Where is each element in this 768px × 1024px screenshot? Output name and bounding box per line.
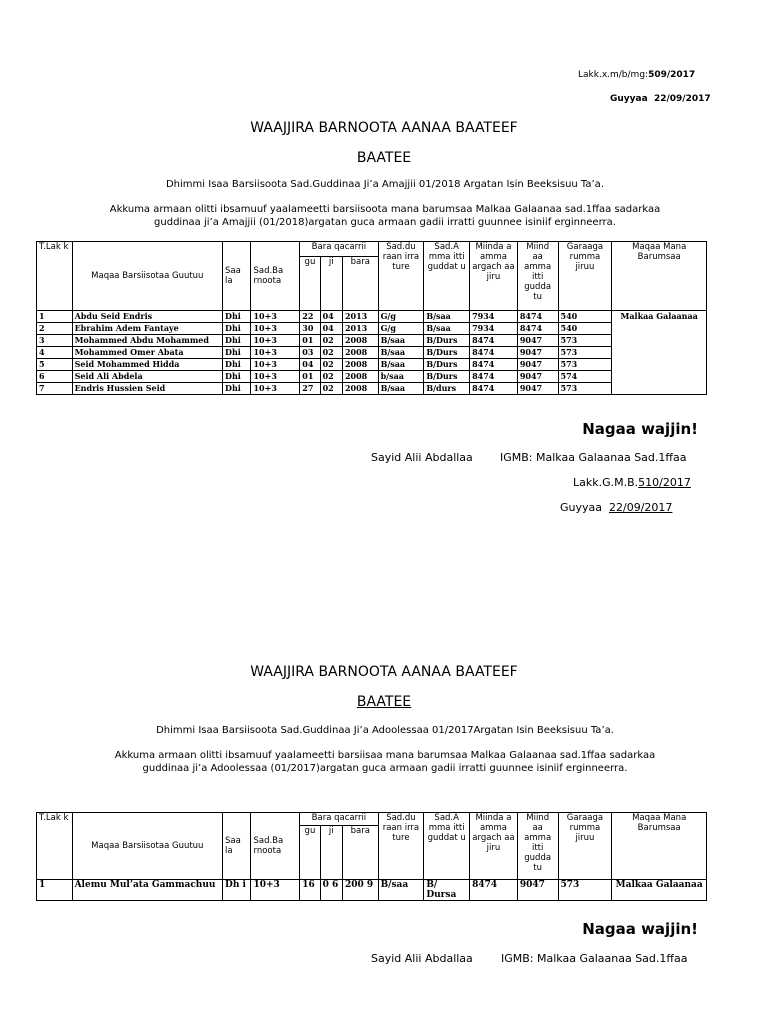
header-date-group: Bara qacarrii — [300, 813, 378, 826]
body-line: guddinaa ji’a Amajjii (01/2018)argatan guca armaan gadii irratti guunnee isiniif erginneerra. — [154, 217, 616, 228]
header-sex: Saa la — [223, 813, 251, 880]
header-gap: Garaaga rumma jiruu — [558, 813, 612, 880]
header-year: bara — [342, 826, 378, 880]
header-date-group: Bara qacarrii — [300, 242, 378, 257]
ref-number: 510/2017 — [638, 476, 691, 489]
body-text-2 — [80, 749, 690, 775]
date-value: 22/09/2017 — [609, 501, 673, 514]
header-sex: Saa la — [223, 242, 251, 311]
date-line-1 — [610, 94, 711, 104]
signer-name-2: Sayid Alii Abdallaa — [371, 952, 473, 965]
header-no: T.Lak k — [37, 813, 73, 880]
school-name-cell: Malkaa Galaanaa — [612, 311, 707, 383]
header-school: Maqaa Mana Barumsaa — [612, 242, 707, 311]
ref-label: Lakk.x.m/b/mg: — [578, 70, 649, 80]
header-no: T.Lak k — [37, 242, 73, 311]
closing-2: Nagaa wajjin! — [582, 920, 698, 938]
header-year: bara — [342, 257, 378, 311]
promotion-table-1 — [36, 241, 707, 395]
table-row: 6 Seid Ali Abdela Dhi 10+3 01 02 2008 b/saa B/Durs 8474 9047 574 — [37, 371, 707, 383]
header-from-level: Sad.du raan irra ture — [378, 242, 424, 311]
date-line-2 — [560, 501, 672, 514]
date-label: Guyyaa — [560, 501, 602, 514]
letter-title-1: WAAJJIRA BARNOOTA AANAA BAATEEF — [250, 120, 518, 136]
ref-number: 509/2017 — [648, 70, 696, 80]
header-new-salary: Miind aa amma itti gudda tu — [517, 813, 558, 880]
table-row: 2 Ebrahim Adem Fantaye Dhi 10+3 30 04 2013 G/g B/saa 7934 8474 540 — [37, 323, 707, 335]
reference-number-1 — [578, 70, 695, 80]
promotion-table-2 — [36, 812, 707, 901]
header-gap: Garaaga rumma jiruu — [558, 242, 612, 311]
header-to-level: Sad.A mma itti guddat u — [424, 242, 470, 311]
table-row: 1 Alemu Mul’ata Gammachuu Dh i 10+3 16 0 6 200 9 B/saa B/ Dursa 8474 9047 573 Malkaa Galaanaa — [37, 880, 707, 901]
letter-subtitle-1: BAATEE — [356, 150, 412, 166]
signer-title-2: IGMB: Malkaa Galaanaa Sad.1ffaa — [501, 952, 688, 965]
header-day: gu — [300, 826, 320, 880]
letter-title-2: WAAJJIRA BARNOOTA AANAA BAATEEF — [250, 664, 518, 680]
body-line: Akkuma armaan olitti ibsamuuf yaalameetti barsiisaa mana barumsaa Malkaa Galaanaa sad.1ffaa sadarkaa — [114, 750, 656, 761]
header-name: Maqaa Barsiisotaa Guutuu — [72, 242, 222, 311]
header-level: Sad.Ba rnoota — [251, 813, 300, 880]
table-header-row — [37, 242, 707, 257]
header-from-level: Sad.du raan irra ture — [378, 813, 424, 880]
header-month: ji — [320, 257, 342, 311]
header-current-salary: Miinda a amma argach aa jiru — [470, 813, 518, 880]
table-row: 5 Seid Mohammed Hidda Dhi 10+3 04 02 2008 B/saa B/Durs 8474 9047 573 — [37, 359, 707, 371]
closing-1: Nagaa wajjin! — [582, 420, 698, 438]
header-current-salary: Miinda a amma argach aa jiru — [470, 242, 518, 311]
header-level: Sad.Ba rnoota — [251, 242, 300, 311]
header-month: ji — [320, 826, 342, 880]
ref-label: Lakk.G.M.B. — [573, 476, 639, 489]
signer-title-1: IGMB: Malkaa Galaanaa Sad.1ffaa — [500, 451, 687, 464]
body-line: Akkuma armaan olitti ibsamuuf yaalameetti barsiisoota mana barumsaa Malkaa Galaanaa sad.1ffaa sadarkaa — [109, 204, 661, 215]
signer-name-1: Sayid Alii Abdallaa — [371, 451, 473, 464]
table-row: 3 Mohammed Abdu Mohammed Dhi 10+3 01 02 2008 B/saa B/Durs 8474 9047 573 — [37, 335, 707, 347]
letter-subtitle-2: BAATEE — [356, 694, 412, 710]
table-row: 7 Endris Hussien Seid Dhi 10+3 27 02 2008 B/saa B/durs 8474 9047 573 — [37, 383, 707, 395]
header-day: gu — [300, 257, 320, 311]
header-name: Maqaa Barsiisotaa Guutuu — [72, 813, 222, 880]
date-label: Guyyaa — [610, 94, 648, 104]
table-header-row — [37, 813, 707, 826]
subject-line-2: Dhimmi Isaa Barsiisoota Sad.Guddinaa Ji’a Adoolessaa 01/2017Argatan Isin Beeksisuu Ta’a. — [156, 725, 614, 736]
header-to-level: Sad.A mma itti guddat u — [424, 813, 470, 880]
body-text-1 — [80, 203, 690, 229]
date-value: 22/09/2017 — [653, 94, 711, 104]
header-school: Maqaa Mana Barumsaa — [612, 813, 707, 880]
table-row: 4 Mohammed Omer Abata Dhi 10+3 03 02 2008 B/saa B/Durs 8474 9047 573 — [37, 347, 707, 359]
school-name-cell: Malkaa Galaanaa — [612, 880, 707, 901]
reference-number-2 — [573, 476, 691, 489]
header-new-salary: Miind aa amma itti gudda tu — [517, 242, 558, 311]
table-row: 1 Abdu Seid Endris Dhi 10+3 22 04 2013 G/g B/saa 7934 8474 540 Malkaa Galaanaa — [37, 311, 707, 323]
body-line: guddinaa ji’a Adoolessaa (01/2017)argatan guca armaan gadii irratti guunnee isiniif erginneerra. — [142, 763, 628, 774]
subject-line-1: Dhimmi Isaa Barsiisoota Sad.Guddinaa Ji’a Amajjii 01/2018 Argatan Isin Beeksisuu Ta’a. — [165, 179, 604, 190]
